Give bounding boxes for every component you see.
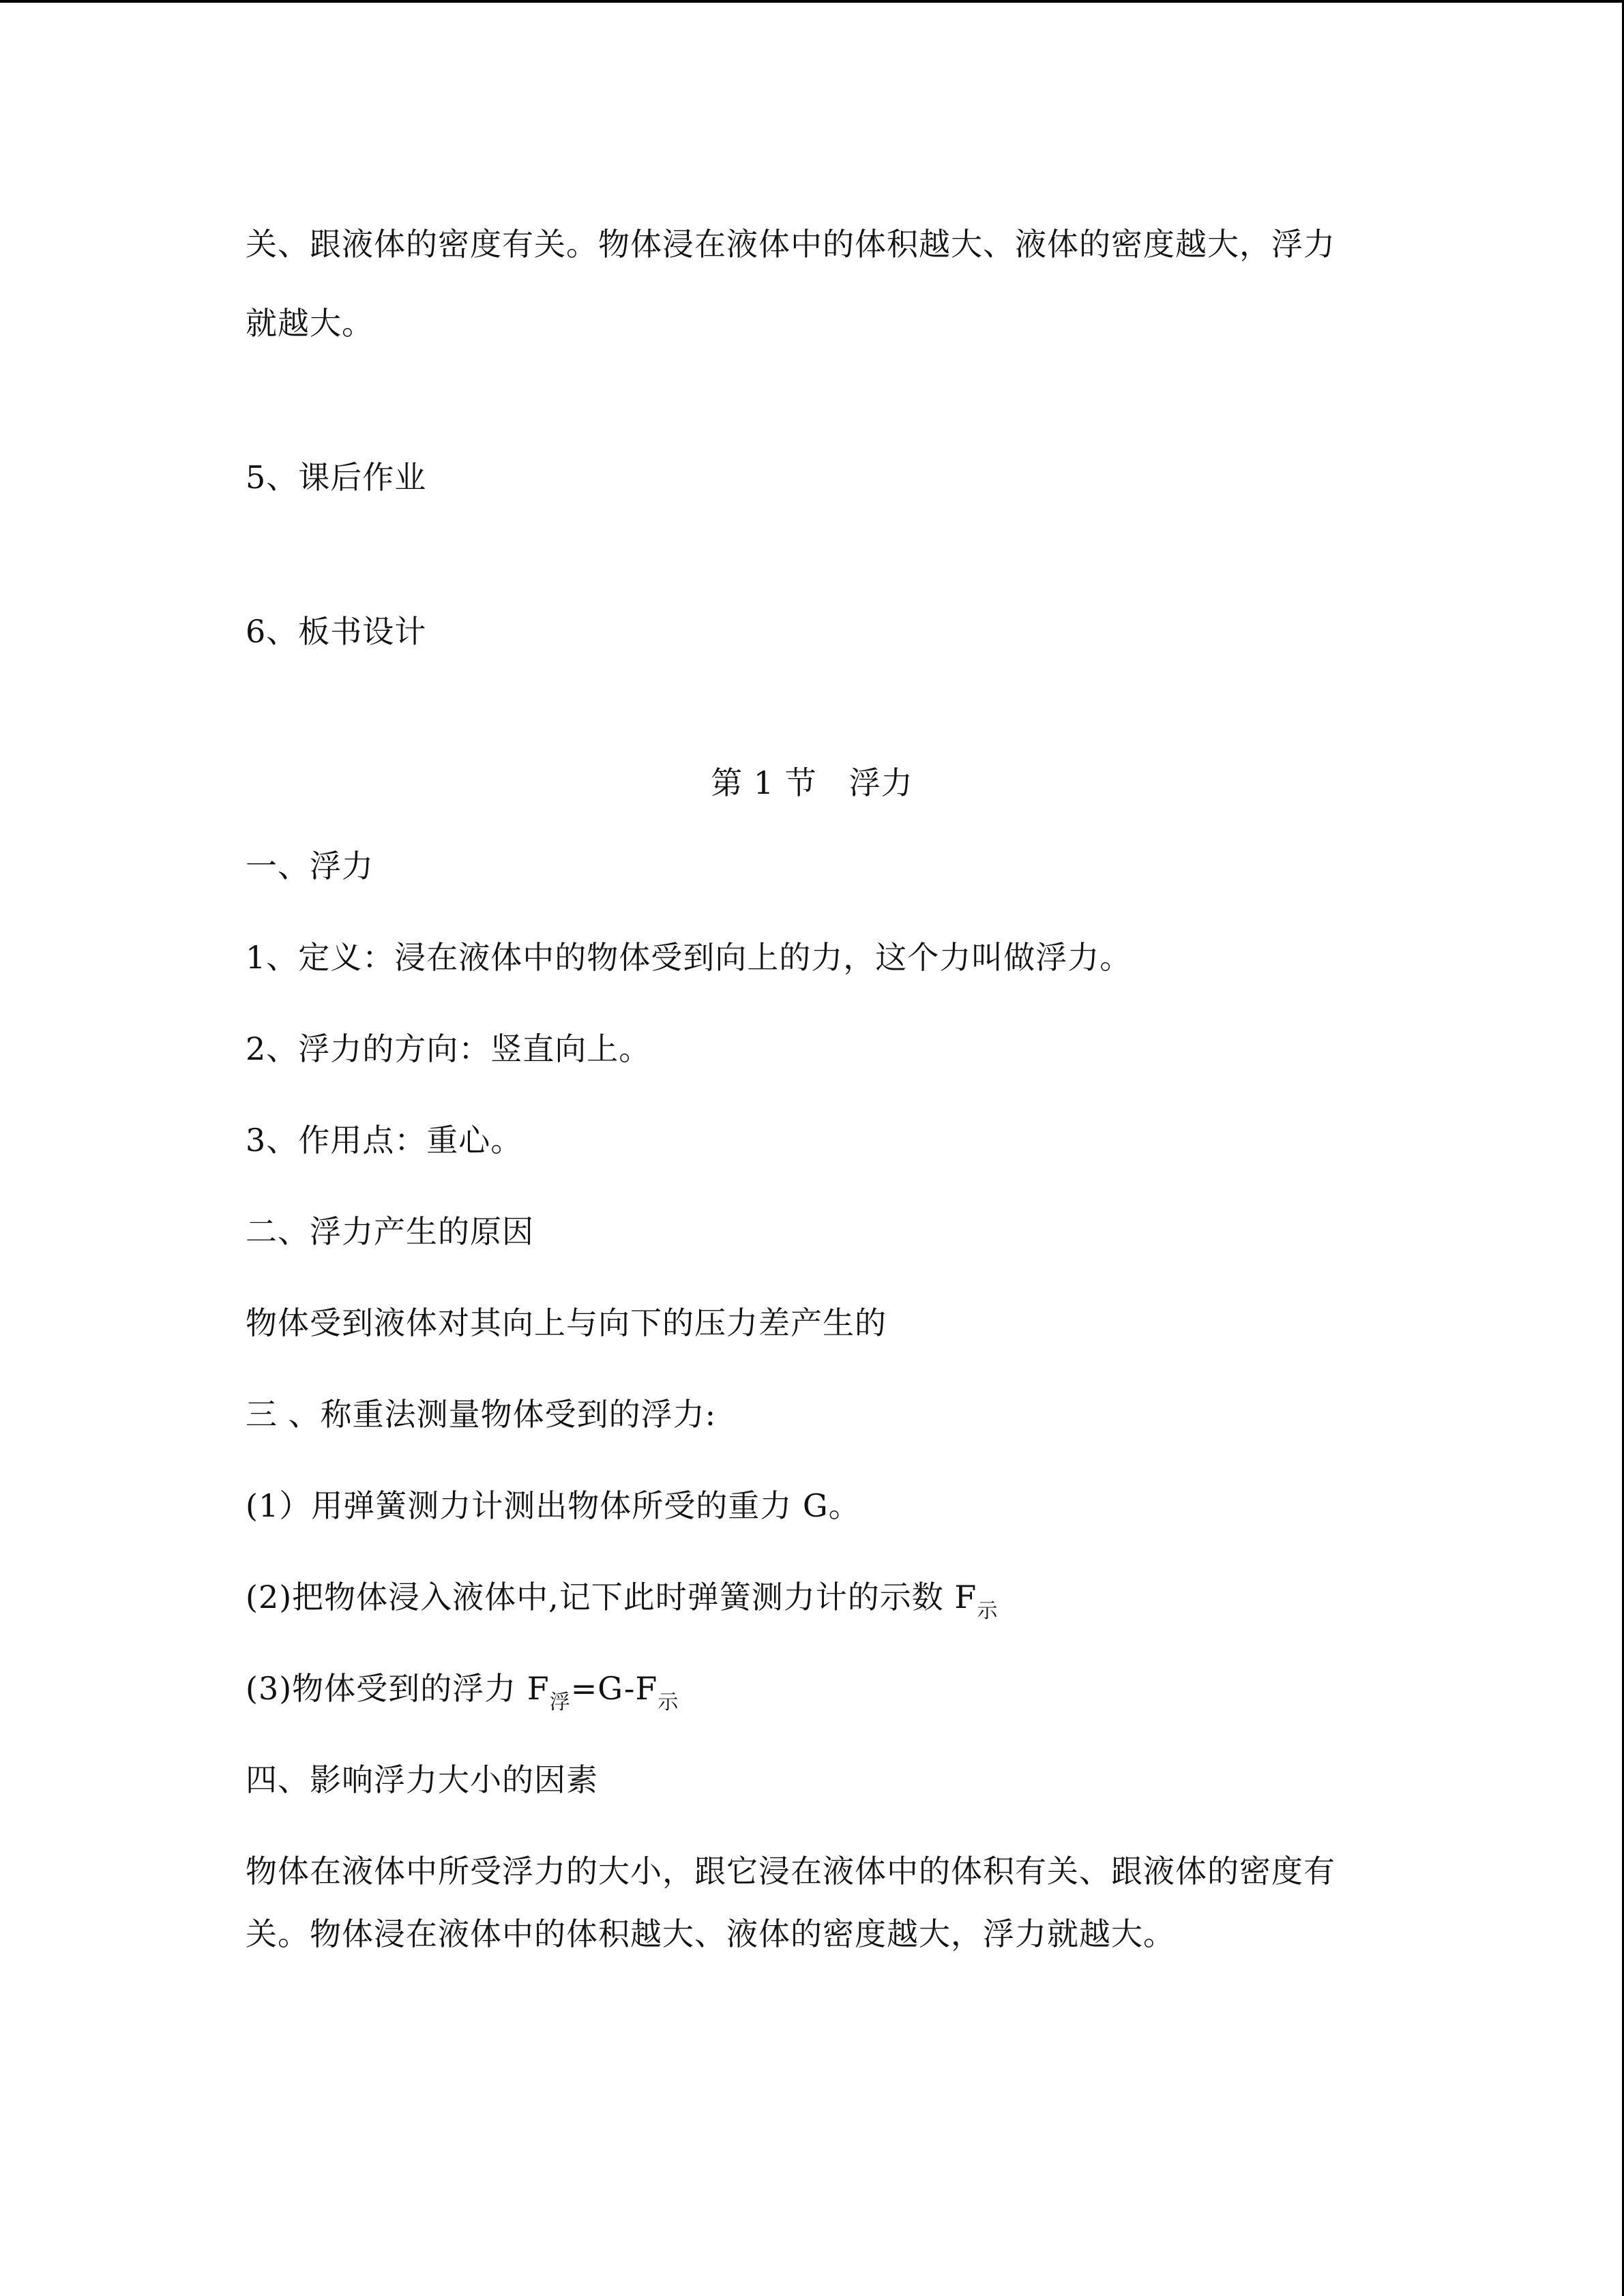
heading-buoyancy: 一、浮力: [246, 848, 374, 884]
step-3-subscript-buoyant: 浮: [549, 1690, 571, 1714]
step-2: [246, 1577, 998, 1622]
item-board-design: 6、板书设计: [246, 613, 427, 650]
step-3: [246, 1668, 679, 1714]
page-top-border: [0, 0, 1624, 3]
step-2-text: (2)把物体浸入液体中,记下此时弹簧测力计的示数 F: [246, 1579, 977, 1615]
definition-line: 1、定义：浸在液体中的物体受到向上的力，这个力叫做浮力。: [246, 939, 1132, 976]
step-3-text: (3)物体受到的浮力 F: [246, 1670, 550, 1707]
heading-factors: 四、影响浮力大小的因素: [246, 1761, 598, 1798]
section-title: 第 1 节 浮力: [711, 764, 913, 801]
cause-line: 物体受到液体对其向上与向下的压力差产生的: [246, 1304, 887, 1341]
factors-line-1: 物体在液体中所受浮力的大小，跟它浸在液体中的体积有关、跟液体的密度有: [246, 1853, 1335, 1890]
item-homework: 5、课后作业: [246, 459, 427, 496]
step-2-subscript: 示: [977, 1599, 999, 1623]
heading-weighing-method: 三 、称重法测量物体受到的浮力:: [246, 1396, 717, 1433]
step-3-formula: =G-F: [570, 1670, 658, 1707]
factors-line-2: 关。物体浸在液体中的体积越大、液体的密度越大，浮力就越大。: [246, 1915, 1175, 1952]
step-1: (1）用弹簧测力计测出物体所受的重力 G。: [246, 1487, 861, 1524]
application-point-line: 3、作用点：重心。: [246, 1122, 523, 1159]
paragraph-continuation-line-1: 关、跟液体的密度有关。物体浸在液体中的体积越大、液体的密度越大，浮力: [246, 226, 1335, 263]
direction-line: 2、浮力的方向：竖直向上。: [246, 1030, 651, 1067]
step-3-subscript-reading: 示: [658, 1690, 679, 1714]
heading-cause: 二、浮力产生的原因: [246, 1213, 534, 1250]
paragraph-continuation-line-2: 就越大。: [246, 305, 374, 342]
